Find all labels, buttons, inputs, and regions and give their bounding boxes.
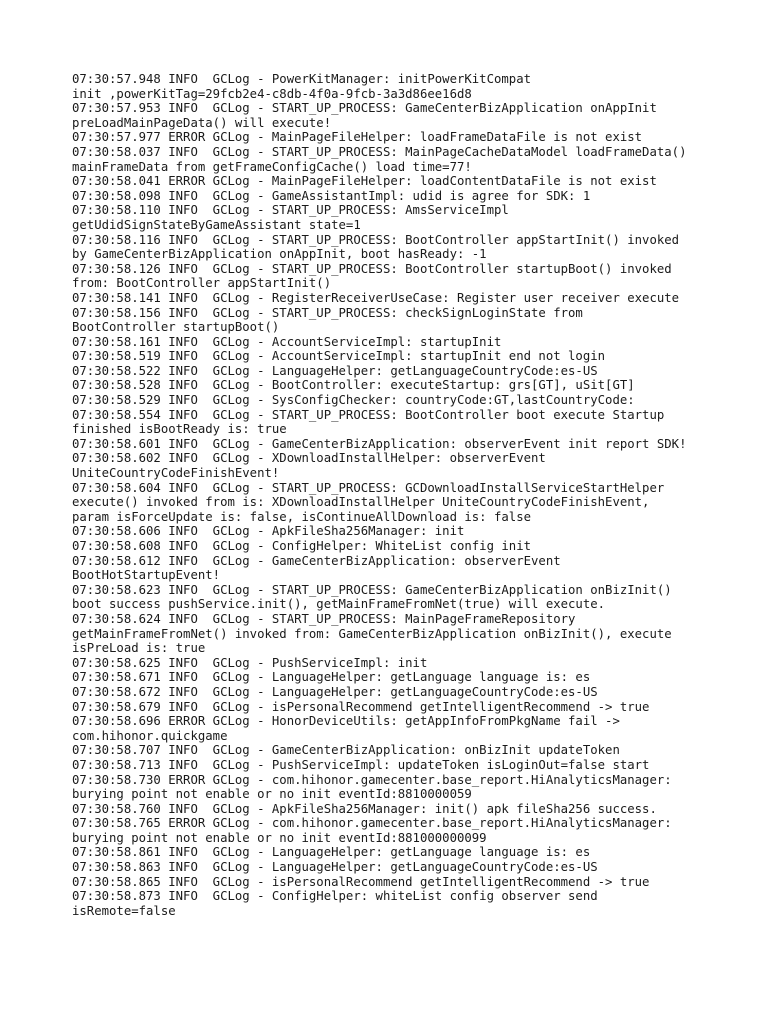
- log-line: 07:30:58.671 INFO GCLog - LanguageHelper: getLanguage language is: es: [72, 670, 591, 685]
- log-line: 07:30:58.863 INFO GCLog - LanguageHelper: getLanguageCountryCode:es-US: [72, 860, 598, 875]
- log-line: 07:30:58.606 INFO GCLog - ApkFileSha256Manager: init: [72, 524, 465, 539]
- log-line: burying point not enable or no init eventId:8810000059: [72, 787, 472, 802]
- log-line: getUdidSignStateByGameAssistant state=1: [72, 217, 361, 232]
- log-line: BootHotStartupEvent!: [72, 568, 221, 583]
- log-text: [72, 72, 712, 918]
- log-line: isRemote=false: [72, 903, 176, 918]
- log-line: 07:30:58.625 INFO GCLog - PushServiceImpl: init: [72, 655, 428, 670]
- log-line: 07:30:58.156 INFO GCLog - START_UP_PROCESS: checkSignLoginState from: [72, 305, 583, 320]
- log-line: 07:30:58.141 INFO GCLog - RegisterReceiverUseCase: Register user receiver execute: [72, 290, 680, 305]
- log-line: 07:30:58.696 ERROR GCLog - HonorDeviceUtils: getAppInfoFromPkgName fail ->: [72, 714, 620, 729]
- log-line: finished isBootReady is: true: [72, 422, 287, 437]
- log-line: 07:30:58.528 INFO GCLog - BootController: executeStartup: grs[GT], uSit[GT]: [72, 378, 635, 393]
- log-line: 07:30:57.948 INFO GCLog - PowerKitManager: initPowerKitCompat: [72, 72, 532, 86]
- log-line: execute() invoked from is: XDownloadInstallHelper UniteCountryCodeFinishEvent,: [72, 495, 650, 510]
- log-line: UniteCountryCodeFinishEvent!: [72, 466, 280, 481]
- log-line: 07:30:58.037 INFO GCLog - START_UP_PROCESS: MainPageCacheDataModel loadFrameData(): [72, 144, 687, 159]
- log-line: 07:30:58.730 ERROR GCLog - com.hihonor.gamecenter.base_report.HiAnalyticsManager:: [72, 772, 672, 787]
- log-line: 07:30:58.041 ERROR GCLog - MainPageFileHelper: loadContentDataFile is not exist: [72, 174, 657, 189]
- log-line: 07:30:58.126 INFO GCLog - START_UP_PROCESS: BootController startupBoot() invoked: [72, 261, 672, 276]
- log-line: 07:30:58.519 INFO GCLog - AccountServiceImpl: startupInit end not login: [72, 349, 606, 364]
- log-line: 07:30:58.522 INFO GCLog - LanguageHelper: getLanguageCountryCode:es-US: [72, 363, 598, 378]
- log-line: 07:30:58.672 INFO GCLog - LanguageHelper: getLanguageCountryCode:es-US: [72, 684, 598, 699]
- log-line: BootController startupBoot(): [72, 320, 280, 335]
- log-line: 07:30:58.604 INFO GCLog - START_UP_PROCESS: GCDownloadInstallServiceStartHelper: [72, 480, 665, 495]
- log-line: 07:30:58.161 INFO GCLog - AccountServiceImpl: startupInit: [72, 334, 502, 349]
- log-line: 07:30:58.602 INFO GCLog - XDownloadInstallHelper: observerEvent: [72, 451, 546, 466]
- log-line: 07:30:58.861 INFO GCLog - LanguageHelper: getLanguage language is: es: [72, 845, 591, 860]
- log-line: 07:30:58.765 ERROR GCLog - com.hihonor.gamecenter.base_report.HiAnalyticsManager:: [72, 816, 672, 831]
- log-line: 07:30:58.529 INFO GCLog - SysConfigChecker: countryCode:GT,lastCountryCode:: [72, 393, 635, 408]
- log-line: 07:30:58.612 INFO GCLog - GameCenterBizApplication: observerEvent: [72, 553, 561, 568]
- log-line: from: BootController appStartInit(): [72, 276, 332, 291]
- log-line: 07:30:58.623 INFO GCLog - START_UP_PROCESS: GameCenterBizApplication onBizInit(): [72, 582, 672, 597]
- log-line: 07:30:58.098 INFO GCLog - GameAssistantImpl: udid is agree for SDK: 1: [72, 188, 591, 203]
- log-line: 07:30:58.554 INFO GCLog - START_UP_PROCESS: BootController boot execute Startup: [72, 407, 665, 422]
- log-line: by GameCenterBizApplication onAppInit, boot hasReady: -1: [72, 247, 487, 262]
- log-line: 07:30:58.116 INFO GCLog - START_UP_PROCESS: BootController appStartInit() invoked: [72, 232, 680, 247]
- log-line: burying point not enable or no init eventId:881000000099: [72, 830, 487, 845]
- log-line: 07:30:57.977 ERROR GCLog - MainPageFileHelper: loadFrameDataFile is not exist: [72, 130, 643, 145]
- log-line: 07:30:58.713 INFO GCLog - PushServiceImpl: updateToken isLoginOut=false start: [72, 757, 650, 772]
- log-line: 07:30:58.873 INFO GCLog - ConfigHelper: whiteList config observer send: [72, 889, 598, 904]
- log-line: 07:30:58.865 INFO GCLog - isPersonalRecommend getIntelligentRecommend -> true: [72, 874, 650, 889]
- log-line: boot success pushService.init(), getMainFrameFromNet(true) will execute.: [72, 597, 606, 612]
- log-line: 07:30:58.110 INFO GCLog - START_UP_PROCESS: AmsServiceImpl: [72, 203, 509, 218]
- log-line: mainFrameData from getFrameConfigCache() load time=77!: [72, 159, 472, 174]
- log-line: 07:30:58.624 INFO GCLog - START_UP_PROCESS: MainPageFrameRepository: [72, 611, 576, 626]
- log-line: 07:30:58.679 INFO GCLog - isPersonalRecommend getIntelligentRecommend -> true: [72, 699, 650, 714]
- log-line: com.hihonor.quickgame: [72, 728, 228, 743]
- log-line: getMainFrameFromNet() invoked from: GameCenterBizApplication onBizInit(), execute: [72, 626, 672, 641]
- log-line: 07:30:58.760 INFO GCLog - ApkFileSha256Manager: init() apk fileSha256 success.: [72, 801, 657, 816]
- log-line: 07:30:58.608 INFO GCLog - ConfigHelper: WhiteList config init: [72, 539, 532, 553]
- log-line: 07:30:58.707 INFO GCLog - GameCenterBizApplication: onBizInit updateToken: [72, 743, 620, 758]
- log-line: 07:30:58.601 INFO GCLog - GameCenterBizApplication: observerEvent init report SDK!: [72, 436, 687, 451]
- log-line: init ,powerKitTag=29fcb2e4-c8db-4f0a-9fcb-3a3d86ee16d8: [72, 86, 472, 101]
- log-line: 07:30:57.953 INFO GCLog - START_UP_PROCESS: GameCenterBizApplication onAppInit: [72, 101, 657, 116]
- log-line: param isForceUpdate is: false, isContinueAllDownload is: false: [72, 509, 532, 524]
- log-line: isPreLoad is: true: [72, 641, 206, 656]
- log-line: preLoadMainPageData() will execute!: [72, 115, 332, 130]
